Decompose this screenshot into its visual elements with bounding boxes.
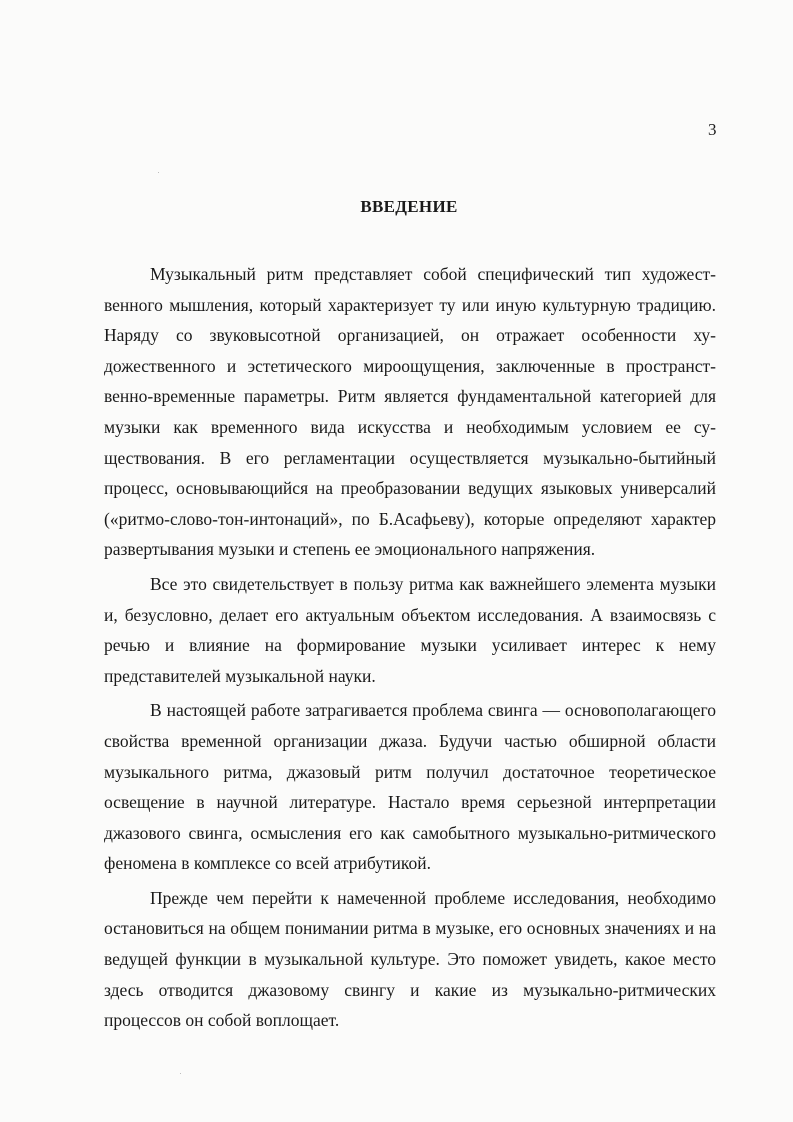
scan-speck — [158, 172, 159, 173]
paragraph: Музыкальный ритм представляет собой специфический тип художественного мышления, который характеризует ту или иную культурную традицию. Наряду со звуковысотной организацией, он отражает особенности художественного и эстетического мироощущения, заключенные в пространственно-временные параметры. Ритм является фундаментальной категорией для музыки как временного вида искусства и необходимым условием ее существования. В его регламентации осуществляется музыкально-бытийный процесс, основывающийся на преобразовании ведущих языковых универсалий («ритмо-слово-тон-интонаций», по Б.Асафьеву), которые определяют характер развертывания музыки и степень ее эмоционального напряжения. — [104, 264, 716, 560]
paragraph: Прежде чем перейти к намеченной проблеме исследования, необходимо остановиться на общем понимании ритма в музыке, его основных значениях и на ведущей функции в музыкальной культуре. Это поможет увидеть, какое место здесь отводится джазовому свингу и какие из музыкально-ритмических процессов он собой воплощает. — [104, 887, 716, 1031]
section-heading: ВВЕДЕНИЕ — [360, 197, 458, 216]
page-number: 3 — [708, 120, 717, 139]
body-text — [104, 259, 716, 1040]
paragraph: В настоящей работе затрагивается проблема свинга — основополагающего свойства временной организации джаза. Будучи частью обширной области музыкального ритма, джазовый ритм получил достаточное теоретическое освещение в научной литературе. Настало время серьезной интерпретации джазового свинга, осмысления его как самобытного музыкально-ритмического феномена в комплексе со всей атрибутикой. — [104, 700, 716, 874]
paragraph: Все это свидетельствует в пользу ритма как важнейшего элемента музыки и, безусловно, делает его актуальным объектом исследования. А взаимосвязь с речью и влияние на формирование музыки усиливает интерес к нему представителей музыкальной науки. — [104, 573, 716, 686]
scan-speck — [180, 1073, 181, 1074]
